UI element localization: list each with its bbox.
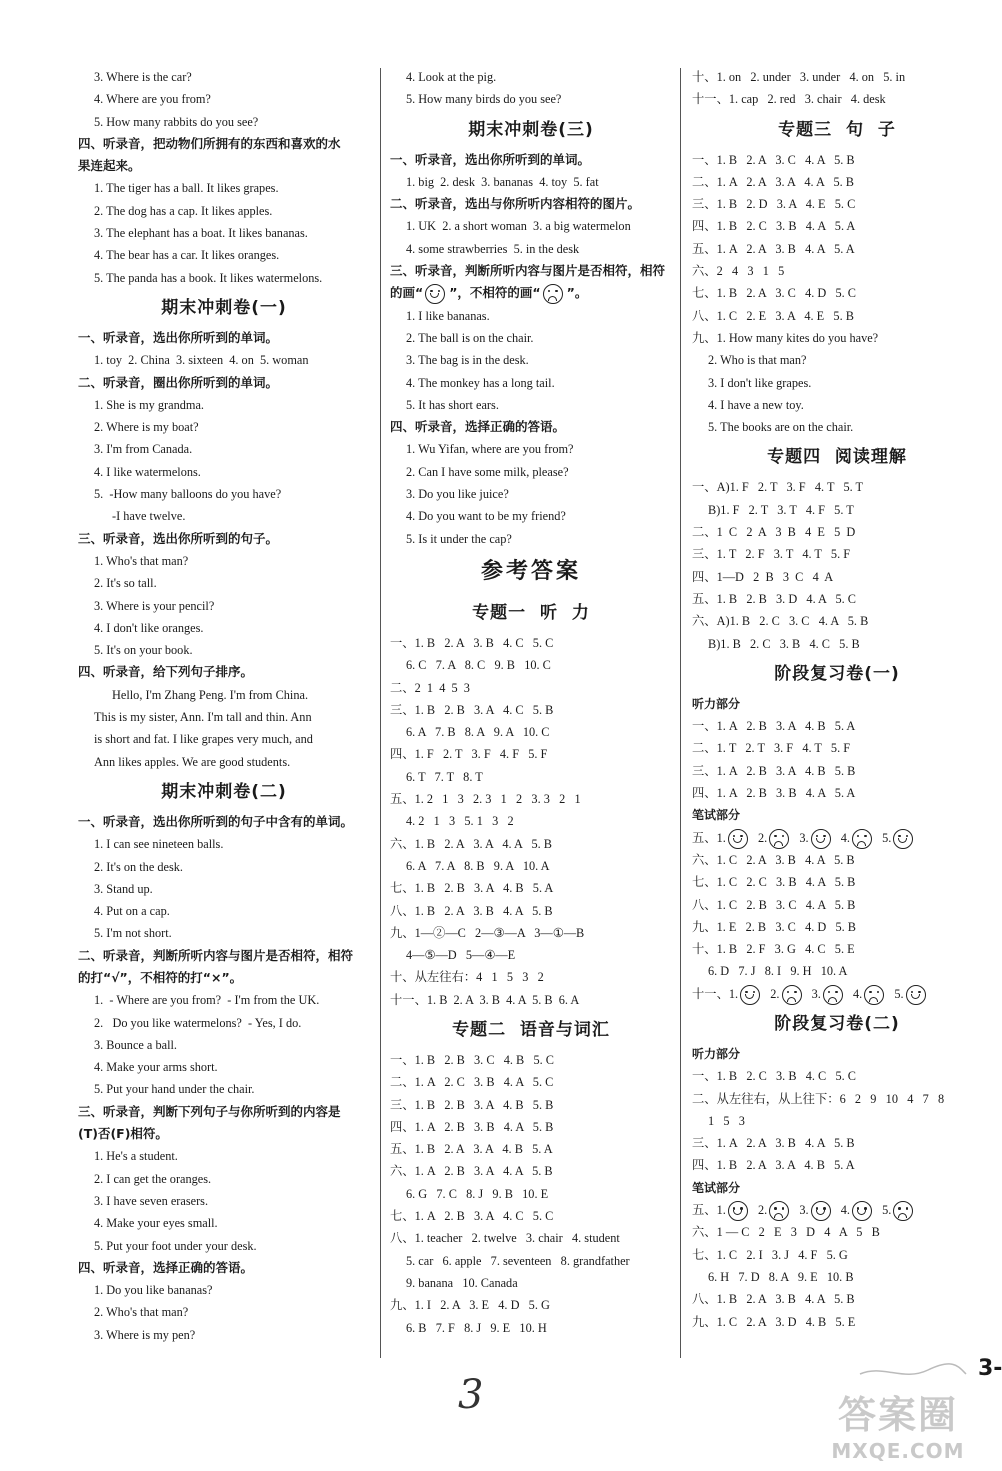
text-line: 七、1. B 2. B 3. A 4. B 5. A [390,881,554,896]
question-instruction: 三、听录音，选出你所听到的句子。 [78,530,279,546]
text-line: 2. Who's that man? [94,1305,189,1320]
text-line: 4—⑤—D 5—④—E [406,948,516,963]
text-line: 四、1. B 2. C 3. B 4. A 5. A [692,219,856,234]
question-instruction: 三、听录音，判断下列句子与你所听到的内容是 [78,1103,341,1119]
text-line: 5. Put your foot under your desk. [94,1238,257,1253]
frowning-face-icon [782,985,802,1005]
text-line: 六、2 4 3 1 5 [692,264,785,279]
text-line: 1. big 2. desk 3. bananas 4. toy 5. fat [406,174,599,189]
text-line: 6. D 7. J 8. I 9. H 10. A [708,964,848,979]
text-line: 5. It has short ears. [406,397,499,412]
text-line: 3. The bag is in the desk. [406,353,529,368]
text-line: 二、2 1 4 5 3 [390,680,470,695]
text-line: 6. A 7. B 8. A 9. A 10. C [406,725,550,740]
text-line: 三、1. B 2. D 3. A 4. E 5. C [692,197,856,212]
text-line: 6. T 7. T 8. T [406,769,483,784]
part-label: 听力部分 [692,696,741,711]
frowning-face-icon [864,985,884,1005]
question-instruction: 一、听录音，选出你所听到的单词。 [78,329,279,345]
text-line: Ann likes apples. We are good students. [94,754,291,769]
text-line: 5. -How many balloons do you have? [94,487,282,502]
text-line: 一、A)1. F 2. T 3. F 4. T 5. T [692,480,864,495]
text-line: 6. G 7. C 8. J 9. B 10. E [406,1186,549,1201]
text-line: 十、1. B 2. F 3. G 4. C 5. E [692,942,855,957]
question-instruction: 一、听录音，选出你所听到的单词。 [390,151,591,167]
text-line: 2. Where is my boat? [94,420,199,435]
text-line: B)1. B 2. C 3. B 4. C 5. B [708,636,860,651]
question-instruction: 四、听录音，把动物们所拥有的东西和喜欢的水 [78,135,341,151]
question-instruction: 一、听录音，选出你所听到的句子中含有的单词。 [78,813,354,829]
text-line: 四、1. F 2. T 3. F 4. F 5. F [390,747,548,762]
text-line: 4. I have a new toy. [708,397,804,412]
text-line: 2. It's so tall. [94,576,157,591]
section-heading: 阶段复习卷(二) [774,1013,900,1034]
question-instruction: 二、听录音，判断所听内容与图片是否相符，相符 [78,947,354,963]
smiley-face-icon [740,985,760,1005]
column-left [78,66,370,1346]
text-line: 3. Where is your pencil? [94,598,215,613]
text-line: 九、1. How many kites do you have? [692,330,879,345]
text-line: 五、1. 2 1 3 2. 3 1 2 3. 3 2 1 [390,792,581,807]
text-line: 八、1. C 2. B 3. C 4. A 5. B [692,897,856,912]
text-line: 4. The monkey has a long tail. [406,375,555,390]
text-line: 3. Where is the car? [94,70,192,84]
smiley-face-icon [425,284,445,304]
text-line: 6. H 7. D 8. A 9. E 10. B [708,1269,854,1284]
text-line: 六、1. C 2. A 3. B 4. A 5. B [692,852,855,867]
text-line: 六、1. A 2. B 3. A 4. A 5. B [390,1164,553,1179]
text-line: 二、1. T 2. T 3. F 4. T 5. F [692,741,851,756]
question-instruction: 四、听录音，选择正确的答语。 [78,1259,254,1275]
text-line: B)1. F 2. T 3. T 4. F 5. T [708,502,854,517]
text-line: 十、1. on 2. under 3. under 4. on 5. in [692,70,906,84]
text-line: 2. The ball is on the chair. [406,330,534,345]
text-line: 八、1. B 2. A 3. B 4. A 5. B [390,903,553,918]
text-line: 一、1. B 2. A 3. C 4. A 5. B [692,152,855,167]
smiley-face-icon [811,1201,831,1221]
text-line: 9. banana 10. Canada [406,1275,518,1290]
text-line: 3. The elephant has a boat. It likes bananas. [94,226,308,241]
text-line: 5. car 6. apple 7. seventeen 8. grandfather [406,1253,630,1268]
text-line: 2. Can I have some milk, please? [406,464,569,479]
section-heading: 期末冲刺卷(一) [161,297,287,318]
text-line: 二、1. A 2. C 3. B 4. A 5. C [390,1075,554,1090]
question-instruction: 二、听录音，选出与你所听内容相符的图片。 [390,196,641,212]
column-divider [680,68,681,1358]
smiley-face-icon [906,985,926,1005]
text-line: 3. Where is my pen? [94,1327,196,1342]
text-line: 一、1. A 2. B 3. A 4. B 5. A [692,719,856,734]
text-line: 五、1. 2. 3. 4. 5. [692,827,982,849]
text-line: This is my sister, Ann. I'm tall and thin. Ann [94,710,312,725]
text-line: 5. Put your hand under the chair. [94,1082,255,1097]
watermark-url: MXQE.COM [831,1439,965,1463]
question-instruction: 四、听录音，选择正确的答语。 [390,419,566,435]
frowning-face-icon [893,1201,913,1221]
column-middle [390,66,672,1339]
text-line: 一、1. B 2. C 3. B 4. C 5. C [692,1069,856,1084]
question-instruction: 果连起来。 [78,158,141,174]
text-line: 1. - Where are you from? - I'm from the UK. [94,993,320,1008]
text-line: 2. I can get the oranges. [94,1171,212,1186]
text-line: 6. C 7. A 8. C 9. B 10. C [406,658,551,673]
section-heading: 期末冲刺卷(三) [468,119,594,140]
text-line: 4. Put on a cap. [94,904,170,919]
text-line: 三、1. T 2. F 3. T 4. T 5. F [692,547,851,562]
frowning-face-icon [823,985,843,1005]
text-line: 4. Where are you from? [94,92,211,107]
frowning-face-icon [852,829,872,849]
text-line: 四、1. A 2. B 3. B 4. A 5. A [692,786,856,801]
text-line: 三、1. A 2. B 3. A 4. B 5. B [692,763,856,778]
section-heading: 专题二 语音与词汇 [452,1019,610,1040]
text-line: 2. Do you like watermelons? - Yes, I do. [94,1015,302,1030]
text-line: 5. It's on your book. [94,643,193,658]
text-line: 八、1. C 2. E 3. A 4. E 5. B [692,308,854,323]
text-line: 4. Make your arms short. [94,1060,218,1075]
text-line: 一、1. B 2. B 3. C 4. B 5. C [390,1052,554,1067]
text-line: 1. He's a student. [94,1149,178,1164]
text-line: 5. How many birds do you see? [406,92,562,107]
question-instruction: 的画“ ”，不相符的画“ ”。 [390,282,672,304]
smiley-face-icon [728,1201,748,1221]
decorative-swirl [858,1360,968,1384]
text-line: 5. How many rabbits do you see? [94,114,259,129]
question-instruction: (T)否(F)相符。 [78,1126,168,1142]
section-heading: 专题三 句 子 [778,119,896,140]
watermark [808,1384,988,1463]
text-line: Hello, I'm Zhang Peng. I'm from China. [112,687,309,702]
section-heading: 专题一 听 力 [472,602,590,623]
text-line: 1. I can see nineteen balls. [94,837,224,852]
text-line: 九、1. I 2. A 3. E 4. D 5. G [390,1298,550,1313]
text-line: 4. I like watermelons. [94,464,201,479]
text-line: 3. Do you like juice? [406,487,509,502]
text-line: 4. Do you want to be my friend? [406,509,566,524]
text-line: 4. I don't like oranges. [94,620,204,635]
text-line: 六、1 — C 2 E 3 D 4 A 5 B [692,1225,880,1240]
text-line: 三、1. B 2. B 3. A 4. B 5. B [390,1097,554,1112]
text-line: 五、1. 2. 3. 4. 5. [692,1199,982,1221]
frowning-face-icon [543,284,563,304]
smiley-face-icon [893,829,913,849]
section-heading: 期末冲刺卷(二) [161,781,287,802]
text-line: 八、1. B 2. A 3. B 4. A 5. B [692,1292,855,1307]
text-line: 七、1. C 2. I 3. J 4. F 5. G [692,1247,848,1262]
text-line: 1. UK 2. a short woman 3. a big watermelon [406,219,631,234]
text-line: 九、1. E 2. B 3. C 4. D 5. B [692,919,856,934]
text-line: 2. It's on the desk. [94,859,183,874]
text-line: 6. B 7. F 8. J 9. E 10. H [406,1320,547,1335]
text-line: 七、1. A 2. B 3. A 4. C 5. C [390,1209,554,1224]
text-line: 4. The bear has a car. It likes oranges. [94,248,280,263]
text-line: 5. I'm not short. [94,926,172,941]
part-label: 笔试部分 [692,1180,741,1195]
text-line: 三、1. A 2. A 3. B 4. A 5. B [692,1136,855,1151]
section-heading: 阶段复习卷(一) [774,663,900,684]
text-line: is short and fat. I like grapes very much, and [94,732,313,747]
text-line: 十一、1. cap 2. red 3. chair 4. desk [692,92,886,107]
text-line: 三、1. B 2. B 3. A 4. C 5. B [390,702,554,717]
text-line: -I have twelve. [112,509,186,524]
text-line: 十、从左往右：4 1 5 3 2 [390,970,544,985]
part-label: 笔试部分 [692,808,741,823]
text-line: 十一、1. B 2. A 3. B 4. A 5. B 6. A [390,992,580,1007]
column-divider [380,68,381,1358]
text-line: 3. Bounce a ball. [94,1037,177,1052]
smiley-face-icon [811,829,831,849]
column-right [692,66,982,1333]
frowning-face-icon [769,829,789,849]
text-line: 二、1 C 2 A 3 B 4 E 5 D [692,525,856,540]
text-line: 4. Make your eyes small. [94,1216,218,1231]
text-line: 4. 2 1 3 5. 1 3 2 [406,814,514,829]
section-heading: 专题四 阅读理解 [767,447,907,468]
question-instruction: 三、听录音，判断所听内容与图片是否相符，相符 [390,263,666,279]
text-line: 3. I have seven erasers. [94,1193,209,1208]
question-instruction: 四、听录音，给下列句子排序。 [78,664,254,680]
text-line: 七、1. C 2. C 3. B 4. A 5. B [692,875,856,890]
text-line: 2. The dog has a cap. It likes apples. [94,203,273,218]
text-line: 5. Is it under the cap? [406,531,512,546]
text-line: 1. I like bananas. [406,308,490,323]
text-line: 五、1. B 2. B 3. D 4. A 5. C [692,591,856,606]
text-line: 6. A 7. A 8. B 9. A 10. A [406,858,550,873]
text-line: 1. Wu Yifan, where are you from? [406,442,574,457]
answer-key-title: 参考答案 [480,558,581,584]
text-line: 3. I'm from Canada. [94,442,193,457]
text-line: 四、1—D 2 B 3 C 4 A [692,569,834,584]
text-line: 五、1. A 2. A 3. B 4. A 5. A [692,241,855,256]
text-line: 4. some strawberries 5. in the desk [406,241,580,256]
text-line: 六、1. B 2. A 3. A 4. A 5. B [390,836,552,851]
text-line: 1. The tiger has a ball. It likes grapes. [94,181,279,196]
text-line: 二、1. A 2. A 3. A 4. A 5. B [692,174,854,189]
text-line: 1. toy 2. China 3. sixteen 4. on 5. woman [94,353,309,368]
part-label: 听力部分 [692,1046,741,1061]
text-line: 3. I don't like grapes. [708,375,812,390]
text-line: 3. Stand up. [94,881,153,896]
page-number: 3 [458,1372,484,1418]
smiley-face-icon [728,829,748,849]
text-line: 5. The panda has a book. It likes watermelons. [94,270,323,285]
text-line: 1. She is my grandma. [94,397,204,412]
text-line: 四、1. A 2. B 3. B 4. A 5. B [390,1119,554,1134]
text-line: 5. The books are on the chair. [708,420,854,435]
text-line: 十一、1. 2. 3. 4. 5. [692,983,982,1005]
text-line: 九、1. C 2. A 3. D 4. B 5. E [692,1314,856,1329]
text-line: 七、1. B 2. A 3. C 4. D 5. C [692,286,856,301]
text-line: 五、1. B 2. A 3. A 4. B 5. A [390,1142,553,1157]
question-instruction: 的打“√”，不相符的打“×”。 [78,969,243,985]
smiley-face-icon [852,1201,872,1221]
text-line: 四、1. B 2. A 3. A 4. B 5. A [692,1158,855,1173]
text-line: 九、1—②—C 2—③—A 3—①—B [390,925,585,940]
text-line: 1 5 3 [708,1113,745,1128]
watermark-logo: 答案圈 [837,1393,958,1437]
corner-page-mark: 3- [978,1356,1002,1381]
text-line: 八、1. teacher 2. twelve 3. chair 4. student [390,1231,620,1246]
text-line: 二、从左往右，从上往下：6 2 9 10 4 7 8 [692,1091,945,1106]
text-line: 1. Do you like bananas? [94,1283,213,1298]
text-line: 六、A)1. B 2. C 3. C 4. A 5. B [692,614,869,629]
text-line: 1. Who's that man? [94,553,189,568]
question-instruction: 二、听录音，圈出你所听到的单词。 [78,374,279,390]
text-line: 一、1. B 2. A 3. B 4. C 5. C [390,635,554,650]
text-line: 4. Look at the pig. [406,70,497,84]
frowning-face-icon [769,1201,789,1221]
text-line: 2. Who is that man? [708,353,807,368]
